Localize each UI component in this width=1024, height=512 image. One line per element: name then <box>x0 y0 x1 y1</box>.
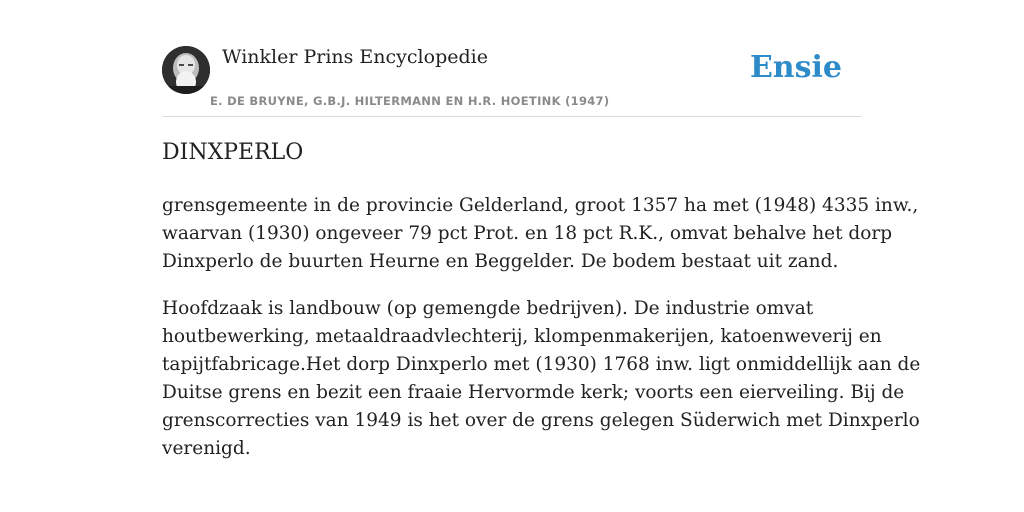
text-line: verenigd. <box>162 438 251 459</box>
text-line: grenscorrecties van 1949 is het over de grens gelegen Süderwich met Dinxperlo <box>162 410 920 431</box>
brand-logo[interactable]: Ensie <box>749 50 842 85</box>
text-line: Dinxperlo de buurten Heurne en Beggelder. De bodem bestaat uit zand. <box>162 251 839 272</box>
article-body <box>162 192 921 482</box>
author-avatar[interactable] <box>162 46 210 94</box>
portrait-photo-icon <box>162 46 210 94</box>
site-title[interactable]: Winkler Prins Encyclopedie <box>222 46 488 68</box>
text-line: waarvan (1930) ongeveer 79 pct Prot. en 18 pct R.K., omvat behalve het dorp <box>162 223 893 244</box>
site-header <box>162 46 862 117</box>
text-line: grensgemeente in de provincie Gelderland, groot 1357 ha met (1948) 4335 inw., <box>162 195 919 216</box>
article-title: DINXPERLO <box>162 140 304 165</box>
text-line: tapijtfabricage.Het dorp Dinxperlo met (1930) 1768 inw. ligt onmiddellijk aan de <box>162 354 921 375</box>
text-line: houtbewerking, metaaldraadvlechterij, klompenmakerijen, katoenweverij en <box>162 326 882 347</box>
paragraph <box>162 192 919 276</box>
text-line: Hoofdzaak is landbouw (op gemengde bedrijven). De industrie omvat <box>162 298 814 319</box>
author-byline: E. DE BRUYNE, G.B.J. HILTERMANN EN H.R. HOETINK (1947) <box>210 94 610 108</box>
paragraph <box>162 295 921 463</box>
text-line: Duitse grens en bezit een fraaie Hervormde kerk; voorts een eierveiling. Bij de <box>162 382 905 403</box>
